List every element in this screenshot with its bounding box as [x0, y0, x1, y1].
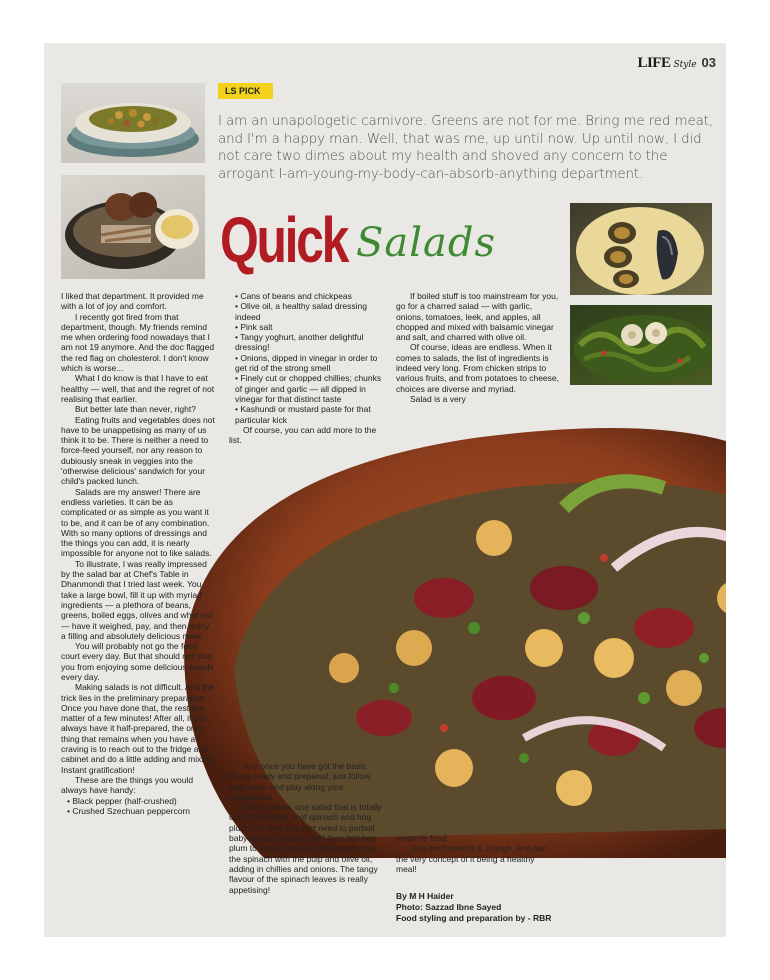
bullet-item: • Pink salt	[235, 321, 273, 332]
paragraph: For example, one salad that is totally out of this world is of spinach and hog plum. For that, you first need to parboil baby spinach leaves, and then boil hog plum to extract its pulp. Afterwards, mix the spinach with the pulp and olive oil, adding in chillies and onions. The tangy flavour of the spinach leaves is really appetising!	[229, 802, 382, 895]
bullet-item: • Tangy yoghurt, another delightful dressing!	[235, 332, 364, 353]
paragraph: These are the things you would always have handy:	[61, 774, 194, 796]
meat-salad-photo	[61, 175, 205, 279]
paragraph: I liked that department. It provided me with a lot of joy and comfort.	[61, 291, 204, 312]
article-column-5	[396, 833, 556, 874]
paragraph: I recently got fired from that department, though. My friends remind me when ordering food nowadays that I am not 19 anymore. And the doc flagged the red flag on cholesterol. I don't know which is worse...	[61, 311, 215, 374]
paragraph: What I do know is that I have to eat healthy — well, that and the regret of not realising that earlier.	[61, 373, 215, 404]
paragraph: Making salads is not difficult. And the trick lies in the preliminary preparation. Once you have done that, the rest is a matter of a few minutes! After all, if you always have it half-prepared, the only thing that remains when you have a craving is to reach out to the fridge and cabinet and do a little adding and mixing. Instant gratification!	[61, 682, 216, 775]
section-tag: LS PICK	[218, 83, 273, 99]
grilled-eggplant-photo	[570, 203, 712, 295]
brand-logo: LIFE	[637, 55, 671, 71]
brand-logo-sub: Style	[673, 60, 697, 70]
spinach-salad-photo	[570, 305, 712, 385]
bullet-item: • Onions, dipped in vinegar in order to get rid of the strong smell	[235, 352, 378, 374]
salad-plate-photo	[61, 83, 205, 163]
paragraph: Of course, you can add more to the list.	[229, 424, 377, 446]
headline-quick: Quick	[220, 204, 348, 276]
photo-credit: Photo: Sazzad Ibne Sayed	[396, 902, 502, 912]
bullet-item: • Finely cut or chopped chillies; chunks of ginger and garlic — all dipped in vinegar for that distinct taste	[235, 373, 382, 404]
article-credits	[396, 891, 551, 924]
article-column-4	[229, 761, 389, 895]
paragraph: To illustrate, I was really impressed by the salad bar at Chef's Table in Dhanmondi that I tried last week. You take a large bowl, fill it up with myriad ingredients — a plethora of beans, greens, boiled eggs, olives and what not — have it weighed, pay, and then enjoy a filling and absolutely delicious meal.	[61, 558, 213, 641]
page-number: 03	[701, 55, 716, 70]
paragraph: Salad is a very	[410, 393, 466, 404]
paragraph: If boiled stuff is too mainstream for you, go for a charred salad — with garlic, onions, tomatoes, leek, and apples, all chopped and mixed with balsamic vinegar and salt, and charred with olive oil.	[396, 291, 559, 343]
bullet-item: • Cans of beans and chickpeas	[235, 291, 352, 301]
paragraph: You will probably not go the food court every day. But that should not stop you from enjoying some delicious salads every day.	[61, 641, 214, 682]
bullet-item: • Kashundi or mustard paste for that particular kick	[235, 404, 371, 425]
paragraph: Just don't overdo it, though, and ruin the very concept of it being a healthy meal!	[396, 843, 548, 874]
paragraph: Of course, ideas are endless. When it comes to salads, the list of ingredients is indeed very long. From chicken strips to various fruits, and from potatoes to cheese, choices are diverse and myriad.	[396, 342, 560, 394]
magazine-page	[44, 43, 726, 937]
styling-credit: Food styling and preparation by - RBR	[396, 913, 552, 923]
paragraph: Eating fruits and vegetables does not have to be unappetising as many of us think it to be. There is neither a need to force-feed yourself, nor any reason to dubiously sneak in veggies into the 'otherwise delicious' sandwich for your child's packed lunch.	[61, 414, 215, 487]
article-column-1	[61, 291, 216, 816]
paragraph: And once you have got the basic things ready and prepared, just follow your heart and play along your imagination.	[229, 761, 371, 802]
article-column-3	[396, 291, 561, 404]
byline: By M H Haider	[396, 891, 454, 901]
headline-salads: Salads	[356, 220, 497, 266]
intro-paragraph: I am an unapologetic carnivore. Greens are not for me. Bring me red meat, and I'm a happy man. Well, that was me, up until now. Up until now, I did not care two dimes about my health and shoved any concern to the arrogant I-am-young-my-body-can-absorb-anything department.	[218, 114, 713, 182]
article-column-2	[229, 291, 384, 445]
paragraph: Salads are my answer! There are endless varieties. It can be as complicated or as simple as you want it to be, and it can be of any combination. With so many options of dressings and the things you can add, it is nearly impossible for anyone not to like salads.	[61, 486, 212, 559]
bullet-item: • Black pepper (half-crushed)	[67, 795, 177, 806]
bullet-item: • Olive oil, a healthy salad dressing indeed	[235, 301, 367, 322]
magazine-brand	[637, 55, 716, 72]
paragraph: But better late than never, right?	[75, 404, 196, 415]
bullet-item: • Crushed Szechuan peppercorn	[67, 805, 190, 816]
paragraph: versatile food.	[396, 833, 449, 843]
